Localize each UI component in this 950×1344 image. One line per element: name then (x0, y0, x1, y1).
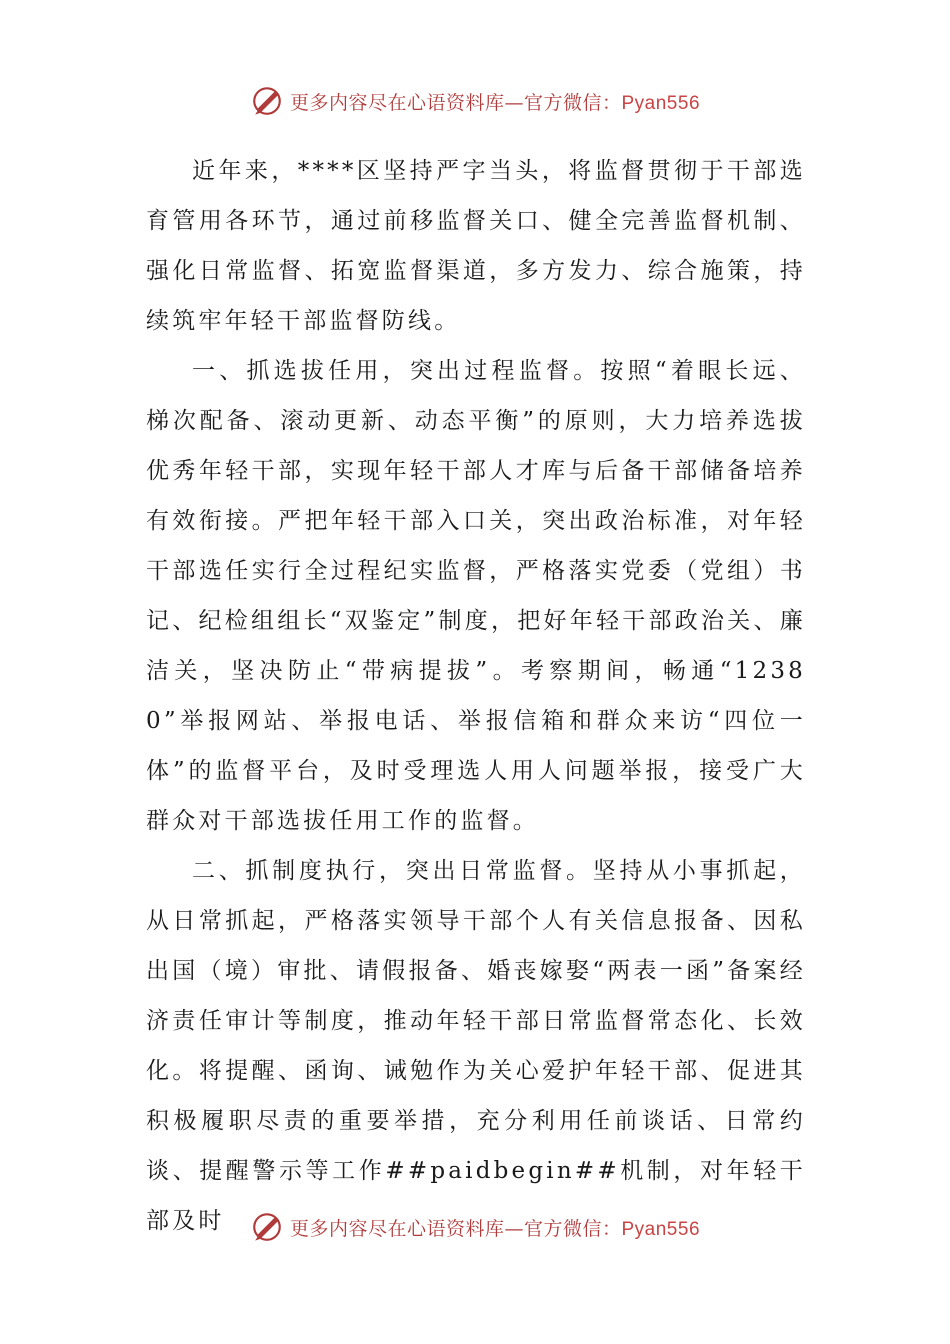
paragraph-intro: 近年来，****区坚持严字当头，将监督贯彻于干部选育管用各环节，通过前移监督关口、健全完善监督机制、强化日常监督、拓宽监督渠道，多方发力、综合施策，持续筑牢年轻干部监督防线。 (146, 158, 806, 334)
header-banner-text: 更多内容尽在心语资料库—官方微信：Pyan556 (289, 91, 701, 114)
footer-wechat-id: Pyan556 (621, 1218, 701, 1240)
header-banner (0, 84, 950, 118)
document-body (146, 146, 806, 1246)
footer-banner (0, 1210, 950, 1244)
pen-circle-logo-icon (250, 1210, 284, 1244)
paragraph-section-1: 一、抓选拔任用，突出过程监督。按照“着眼长远、梯次配备、滚动更新、动态平衡”的原则，大力培养选拔优秀年轻干部，实现年轻干部人才库与后备干部储备培养有效衔接。严把年轻干部入口关，突出政治标准，对年轻干部选任实行全过程纪实监督，严格落实党委（党组）书记、纪检组组长“双鉴定”制度，把好年轻干部政治关、廉洁关，坚决防止“带病提拔”。考察期间，畅通“12380”举报网站、举报电话、举报信箱和群众来访“四位一体”的监督平台，及时受理选人用人问题举报，接受广大群众对干部选拔任用工作的监督。 (146, 358, 806, 834)
pen-circle-logo-icon (250, 84, 284, 118)
header-wechat-id: Pyan556 (621, 92, 701, 114)
paragraph-section-2: 二、抓制度执行，突出日常监督。坚持从小事抓起，从日常抓起，严格落实领导干部个人有关信息报备、因私出国（境）审批、请假报备、婚丧嫁娶“两表一函”备案经济责任审计等制度，推动年轻干部日常监督常态化、长效化。将提醒、函询、诫勉作为关心爱护年轻干部、促进其积极履职尽责的重要举措，充分利用任前谈话、日常约谈、提醒警示等工作##paidbegin##机制，对年轻干部及时 (146, 858, 806, 1234)
footer-banner-text: 更多内容尽在心语资料库—官方微信：Pyan556 (289, 1217, 701, 1240)
